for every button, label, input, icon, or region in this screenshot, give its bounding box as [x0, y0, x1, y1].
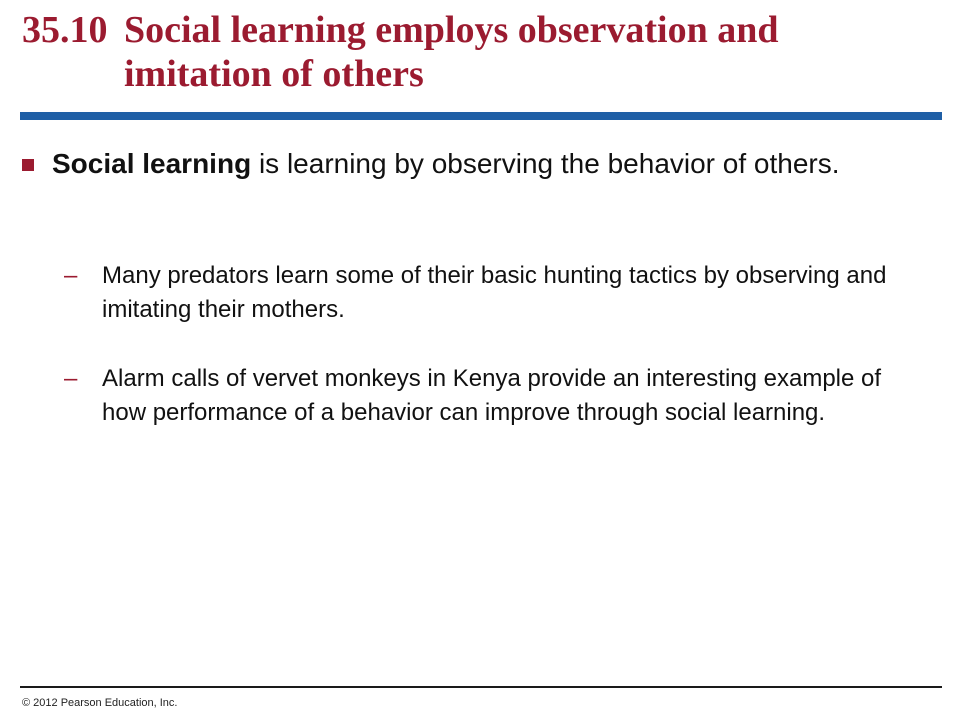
sub-bullet-text: Alarm calls of vervet monkeys in Kenya provide an interesting example of how performance of a behavior can improve through social learning.: [102, 365, 882, 426]
slide-title: [22, 8, 942, 96]
main-bullet-rest: is learning by observing the behavior of others.: [251, 148, 840, 179]
dash-bullet-icon: –: [64, 365, 78, 392]
main-bullet-term: Social learning: [52, 148, 252, 179]
title-line-2: imitation of others: [124, 53, 424, 95]
sub-bullet: [64, 259, 904, 327]
sub-bullet: [64, 362, 904, 430]
title-line-1: Social learning employs observation and: [124, 9, 779, 51]
title-divider: [20, 112, 942, 120]
dash-bullet-icon: –: [64, 262, 78, 289]
footer-divider: [20, 686, 942, 688]
sub-bullet-text: Many predators learn some of their basic hunting tactics by observing and imitating their mothers.: [102, 262, 887, 323]
main-bullet: [22, 143, 882, 185]
copyright-notice: © 2012 Pearson Education, Inc.: [22, 697, 178, 709]
square-bullet-icon: [22, 159, 34, 171]
section-number: 35.10: [22, 9, 108, 51]
main-bullet-text: [22, 143, 882, 185]
